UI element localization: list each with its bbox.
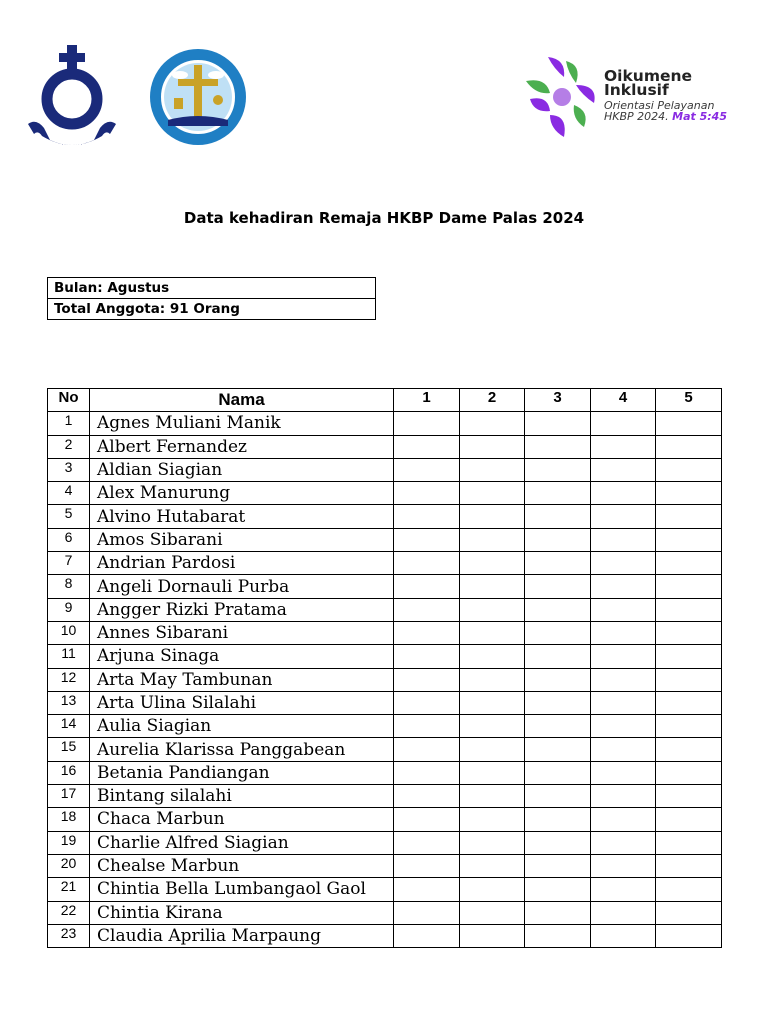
attendance-cell-week-2	[460, 761, 525, 784]
oikumene-inklusif-logo	[524, 55, 734, 140]
attendance-cell-week-3	[525, 878, 591, 901]
table-row	[48, 761, 722, 784]
row-number: 2	[48, 435, 90, 458]
attendance-cell-week-4	[591, 598, 656, 621]
table-row	[48, 691, 722, 714]
row-number: 21	[48, 878, 90, 901]
header-no: No	[48, 389, 90, 412]
attendance-cell-week-3	[525, 785, 591, 808]
attendance-cell-week-3	[525, 831, 591, 854]
hkbp-logo	[26, 44, 118, 148]
attendance-cell-week-5	[656, 785, 722, 808]
attendance-cell-week-2	[460, 482, 525, 505]
attendance-cell-week-3	[525, 435, 591, 458]
member-name: Aurelia Klarissa Panggabean	[90, 738, 394, 761]
attendance-cell-week-3	[525, 505, 591, 528]
member-name: Angger Rizki Pratama	[90, 598, 394, 621]
attendance-cell-week-5	[656, 482, 722, 505]
attendance-cell-week-1	[394, 878, 460, 901]
attendance-cell-week-2	[460, 412, 525, 435]
month-label: Bulan: Agustus	[48, 278, 375, 299]
attendance-cell-week-3	[525, 738, 591, 761]
attendance-cell-week-1	[394, 575, 460, 598]
attendance-cell-week-4	[591, 668, 656, 691]
oikumene-title: Oikumene Inklusif	[604, 67, 693, 99]
row-number: 14	[48, 715, 90, 738]
attendance-cell-week-2	[460, 738, 525, 761]
table-row	[48, 878, 722, 901]
member-name: Andrian Pardosi	[90, 552, 394, 575]
oikumene-subtitle: Orientasi Pelayanan HKBP 2024. Mat 5:45	[604, 99, 727, 123]
attendance-cell-week-4	[591, 878, 656, 901]
attendance-cell-week-4	[591, 854, 656, 877]
attendance-cell-week-3	[525, 598, 591, 621]
row-number: 6	[48, 528, 90, 551]
attendance-cell-week-5	[656, 435, 722, 458]
document-title: Data kehadiran Remaja HKBP Dame Palas 2024	[183, 209, 585, 227]
attendance-cell-week-5	[656, 808, 722, 831]
attendance-cell-week-4	[591, 552, 656, 575]
member-name: Aulia Siagian	[90, 715, 394, 738]
attendance-cell-week-1	[394, 761, 460, 784]
attendance-cell-week-5	[656, 715, 722, 738]
attendance-cell-week-4	[591, 621, 656, 644]
table-row	[48, 575, 722, 598]
table-row	[48, 808, 722, 831]
attendance-cell-week-4	[591, 458, 656, 481]
table-row	[48, 505, 722, 528]
attendance-cell-week-2	[460, 435, 525, 458]
attendance-cell-week-3	[525, 575, 591, 598]
table-row	[48, 901, 722, 924]
row-number: 16	[48, 761, 90, 784]
attendance-cell-week-1	[394, 645, 460, 668]
table-row	[48, 598, 722, 621]
attendance-cell-week-4	[591, 482, 656, 505]
row-number: 15	[48, 738, 90, 761]
header-week-3: 3	[525, 389, 591, 412]
attendance-cell-week-3	[525, 412, 591, 435]
attendance-cell-week-2	[460, 808, 525, 831]
attendance-cell-week-1	[394, 924, 460, 947]
row-number: 3	[48, 458, 90, 481]
attendance-cell-week-2	[460, 691, 525, 714]
attendance-cell-week-5	[656, 575, 722, 598]
header-nama: Nama	[90, 389, 394, 412]
attendance-cell-week-2	[460, 552, 525, 575]
attendance-cell-week-1	[394, 412, 460, 435]
member-name: Chealse Marbun	[90, 854, 394, 877]
row-number: 4	[48, 482, 90, 505]
header-week-1: 1	[394, 389, 460, 412]
attendance-cell-week-2	[460, 575, 525, 598]
attendance-cell-week-5	[656, 668, 722, 691]
header-week-5: 5	[656, 389, 722, 412]
attendance-cell-week-5	[656, 924, 722, 947]
attendance-cell-week-2	[460, 645, 525, 668]
attendance-cell-week-4	[591, 924, 656, 947]
attendance-cell-week-2	[460, 505, 525, 528]
attendance-cell-week-5	[656, 831, 722, 854]
member-name: Chintia Kirana	[90, 901, 394, 924]
table-row	[48, 552, 722, 575]
attendance-cell-week-2	[460, 621, 525, 644]
attendance-cell-week-4	[591, 645, 656, 668]
member-name: Albert Fernandez	[90, 435, 394, 458]
table-row	[48, 668, 722, 691]
attendance-cell-week-1	[394, 785, 460, 808]
member-name: Angeli Dornauli Purba	[90, 575, 394, 598]
table-row	[48, 528, 722, 551]
table-row	[48, 785, 722, 808]
attendance-cell-week-5	[656, 878, 722, 901]
member-name: Agnes Muliani Manik	[90, 412, 394, 435]
attendance-cell-week-1	[394, 715, 460, 738]
attendance-cell-week-3	[525, 715, 591, 738]
member-name: Bintang silalahi	[90, 785, 394, 808]
row-number: 23	[48, 924, 90, 947]
attendance-cell-week-1	[394, 552, 460, 575]
attendance-cell-week-3	[525, 668, 591, 691]
attendance-cell-week-5	[656, 458, 722, 481]
attendance-cell-week-5	[656, 598, 722, 621]
row-number: 10	[48, 621, 90, 644]
row-number: 8	[48, 575, 90, 598]
attendance-cell-week-1	[394, 598, 460, 621]
header-week-2: 2	[460, 389, 525, 412]
attendance-cell-week-2	[460, 598, 525, 621]
attendance-cell-week-3	[525, 924, 591, 947]
attendance-cell-week-3	[525, 691, 591, 714]
attendance-cell-week-4	[591, 575, 656, 598]
member-name: Annes Sibarani	[90, 621, 394, 644]
attendance-cell-week-3	[525, 528, 591, 551]
attendance-cell-week-2	[460, 854, 525, 877]
svg-text:HKBP: HKBP	[56, 135, 88, 146]
attendance-table	[47, 388, 722, 948]
attendance-cell-week-1	[394, 435, 460, 458]
attendance-cell-week-5	[656, 691, 722, 714]
row-number: 7	[48, 552, 90, 575]
attendance-cell-week-2	[460, 878, 525, 901]
attendance-cell-week-1	[394, 621, 460, 644]
row-number: 1	[48, 412, 90, 435]
attendance-cell-week-1	[394, 738, 460, 761]
attendance-cell-week-2	[460, 785, 525, 808]
row-number: 12	[48, 668, 90, 691]
attendance-cell-week-4	[591, 785, 656, 808]
member-name: Amos Sibarani	[90, 528, 394, 551]
member-name: Chaca Marbun	[90, 808, 394, 831]
attendance-cell-week-5	[656, 761, 722, 784]
attendance-cell-week-1	[394, 691, 460, 714]
member-name: Claudia Aprilia Marpaung	[90, 924, 394, 947]
table-row	[48, 482, 722, 505]
table-row	[48, 738, 722, 761]
attendance-cell-week-3	[525, 854, 591, 877]
table-row	[48, 458, 722, 481]
attendance-cell-week-3	[525, 901, 591, 924]
attendance-cell-week-5	[656, 621, 722, 644]
member-name: Alvino Hutabarat	[90, 505, 394, 528]
attendance-cell-week-5	[656, 412, 722, 435]
attendance-cell-week-4	[591, 691, 656, 714]
attendance-cell-week-4	[591, 901, 656, 924]
member-name: Arjuna Sinaga	[90, 645, 394, 668]
table-row	[48, 412, 722, 435]
member-name: Arta May Tambunan	[90, 668, 394, 691]
attendance-cell-week-4	[591, 528, 656, 551]
table-row	[48, 854, 722, 877]
attendance-cell-week-2	[460, 831, 525, 854]
member-name: Betania Pandiangan	[90, 761, 394, 784]
attendance-cell-week-1	[394, 901, 460, 924]
table-row	[48, 621, 722, 644]
attendance-cell-week-5	[656, 552, 722, 575]
row-number: 22	[48, 901, 90, 924]
attendance-cell-week-3	[525, 808, 591, 831]
attendance-cell-week-1	[394, 482, 460, 505]
attendance-cell-week-4	[591, 715, 656, 738]
table-row	[48, 715, 722, 738]
row-number: 11	[48, 645, 90, 668]
attendance-cell-week-2	[460, 528, 525, 551]
attendance-cell-week-4	[591, 435, 656, 458]
attendance-cell-week-1	[394, 854, 460, 877]
table-row	[48, 645, 722, 668]
member-name: Arta Ulina Silalahi	[90, 691, 394, 714]
attendance-cell-week-5	[656, 738, 722, 761]
attendance-cell-week-2	[460, 668, 525, 691]
attendance-cell-week-2	[460, 715, 525, 738]
attendance-cell-week-4	[591, 505, 656, 528]
attendance-cell-week-4	[591, 831, 656, 854]
attendance-cell-week-1	[394, 808, 460, 831]
attendance-cell-week-1	[394, 505, 460, 528]
member-name: Alex Manurung	[90, 482, 394, 505]
attendance-cell-week-1	[394, 668, 460, 691]
attendance-cell-week-5	[656, 505, 722, 528]
attendance-cell-week-1	[394, 831, 460, 854]
attendance-cell-week-3	[525, 482, 591, 505]
attendance-cell-week-5	[656, 528, 722, 551]
attendance-cell-week-2	[460, 458, 525, 481]
table-row	[48, 435, 722, 458]
attendance-cell-week-2	[460, 901, 525, 924]
table-header-row	[48, 389, 722, 412]
header-week-4: 4	[591, 389, 656, 412]
attendance-cell-week-3	[525, 458, 591, 481]
row-number: 19	[48, 831, 90, 854]
attendance-cell-week-3	[525, 552, 591, 575]
row-number: 9	[48, 598, 90, 621]
row-number: 13	[48, 691, 90, 714]
row-number: 5	[48, 505, 90, 528]
attendance-cell-week-5	[656, 901, 722, 924]
oikumene-emblem-icon	[524, 55, 600, 140]
attendance-cell-week-4	[591, 761, 656, 784]
attendance-cell-week-4	[591, 738, 656, 761]
table-row	[48, 831, 722, 854]
attendance-cell-week-4	[591, 412, 656, 435]
attendance-cell-week-2	[460, 924, 525, 947]
table-row	[48, 924, 722, 947]
info-box	[47, 277, 376, 320]
row-number: 20	[48, 854, 90, 877]
total-members-label: Total Anggota: 91 Orang	[54, 300, 240, 317]
row-number: 18	[48, 808, 90, 831]
attendance-cell-week-4	[591, 808, 656, 831]
attendance-cell-week-1	[394, 458, 460, 481]
attendance-cell-week-3	[525, 761, 591, 784]
attendance-cell-week-3	[525, 645, 591, 668]
row-number: 17	[48, 785, 90, 808]
attendance-cell-week-1	[394, 528, 460, 551]
attendance-cell-week-5	[656, 645, 722, 668]
member-name: Aldian Siagian	[90, 458, 394, 481]
church-seal-logo	[148, 48, 248, 146]
member-name: Chintia Bella Lumbangaol Gaol	[90, 878, 394, 901]
member-name: Charlie Alfred Siagian	[90, 831, 394, 854]
attendance-cell-week-3	[525, 621, 591, 644]
attendance-cell-week-5	[656, 854, 722, 877]
